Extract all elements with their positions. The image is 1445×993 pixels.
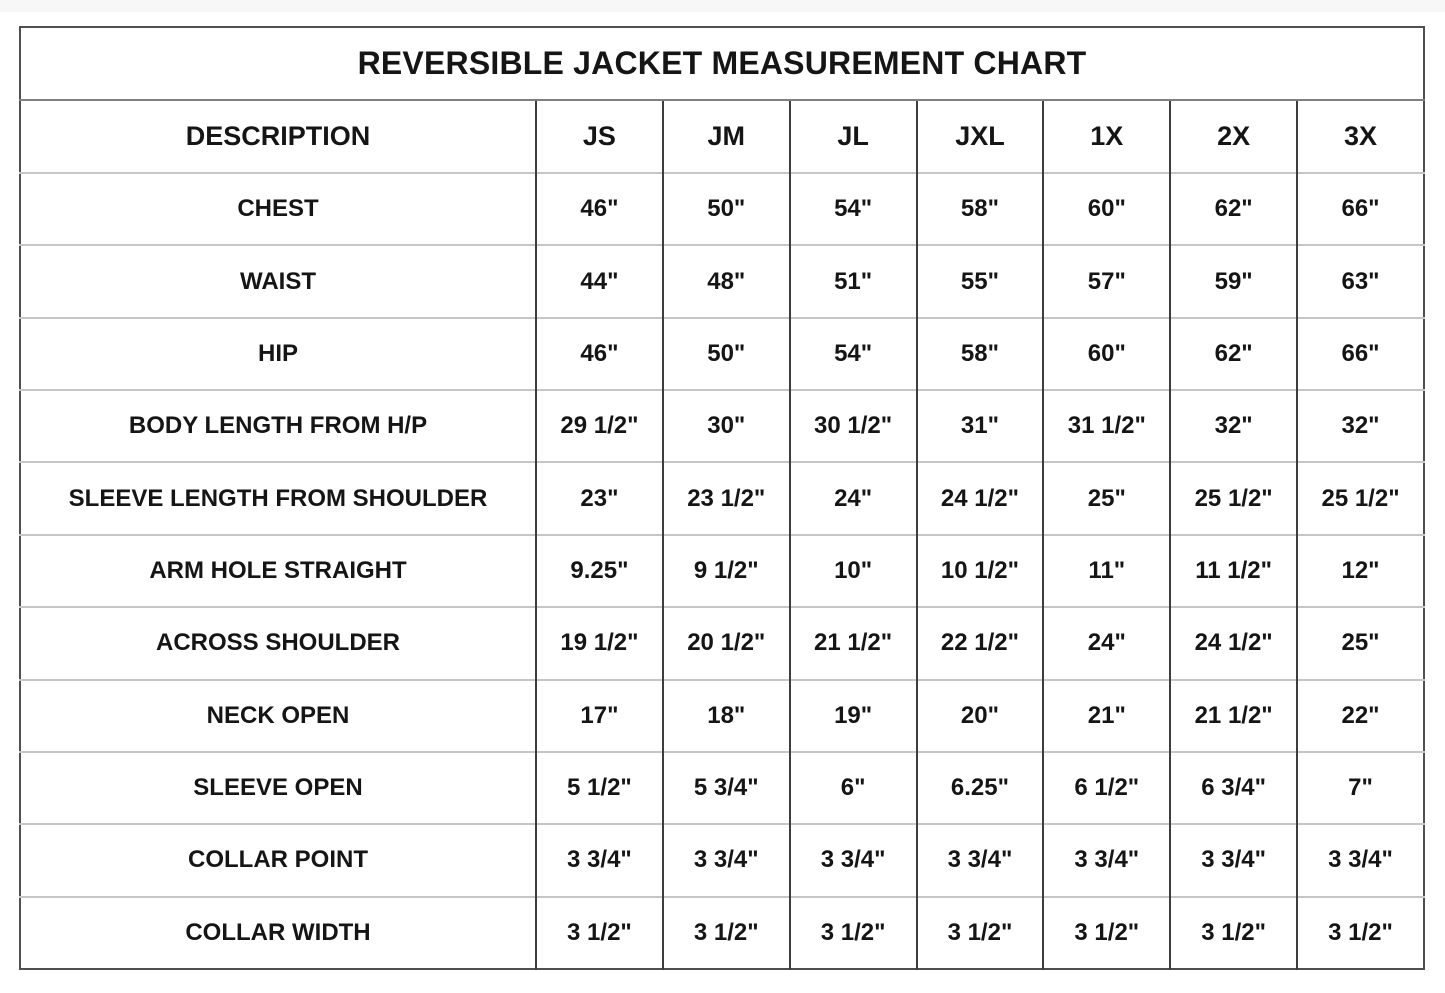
table-row (20, 897, 1424, 969)
value-cell: 23" (536, 462, 663, 534)
value-cell: 58" (917, 318, 1044, 390)
table-row (20, 390, 1424, 462)
value-cell: 6" (790, 752, 917, 824)
title-row (20, 27, 1424, 100)
value-cell: 32" (1170, 390, 1297, 462)
value-cell: 11" (1043, 535, 1170, 607)
value-cell: 25" (1043, 462, 1170, 534)
value-cell: 19 1/2" (536, 607, 663, 679)
value-cell: 11 1/2" (1170, 535, 1297, 607)
value-cell: 62" (1170, 173, 1297, 245)
value-cell: 7" (1297, 752, 1424, 824)
value-cell: 20" (917, 680, 1044, 752)
value-cell: 48" (663, 245, 790, 317)
value-cell: 29 1/2" (536, 390, 663, 462)
column-header-jl: JL (790, 100, 917, 173)
header-row (20, 100, 1424, 173)
value-cell: 24 1/2" (1170, 607, 1297, 679)
table-row (20, 824, 1424, 896)
value-cell: 62" (1170, 318, 1297, 390)
value-cell: 24" (790, 462, 917, 534)
value-cell: 30" (663, 390, 790, 462)
value-cell: 5 1/2" (536, 752, 663, 824)
value-cell: 3 1/2" (1043, 897, 1170, 969)
value-cell: 31" (917, 390, 1044, 462)
value-cell: 6 3/4" (1170, 752, 1297, 824)
value-cell: 25" (1297, 607, 1424, 679)
value-cell: 25 1/2" (1170, 462, 1297, 534)
row-label: ACROSS SHOULDER (20, 607, 536, 679)
value-cell: 3 1/2" (1297, 897, 1424, 969)
value-cell: 9.25" (536, 535, 663, 607)
value-cell: 3 3/4" (790, 824, 917, 896)
value-cell: 66" (1297, 173, 1424, 245)
value-cell: 3 3/4" (1043, 824, 1170, 896)
table-row (20, 535, 1424, 607)
value-cell: 25 1/2" (1297, 462, 1424, 534)
value-cell: 24" (1043, 607, 1170, 679)
row-label: ARM HOLE STRAIGHT (20, 535, 536, 607)
row-label: SLEEVE OPEN (20, 752, 536, 824)
value-cell: 3 1/2" (790, 897, 917, 969)
column-header-2x: 2X (1170, 100, 1297, 173)
table-head (20, 27, 1424, 173)
column-header-description: DESCRIPTION (185, 121, 371, 151)
value-cell: 58" (917, 173, 1044, 245)
value-cell: 21" (1043, 680, 1170, 752)
value-cell: 5 3/4" (663, 752, 790, 824)
value-cell: 3 1/2" (663, 897, 790, 969)
value-cell: 9 1/2" (663, 535, 790, 607)
value-cell: 22" (1297, 680, 1424, 752)
value-cell: 46" (536, 318, 663, 390)
value-cell: 3 1/2" (536, 897, 663, 969)
table-row (20, 680, 1424, 752)
value-cell: 60" (1043, 173, 1170, 245)
value-cell: 55" (917, 245, 1044, 317)
row-label: HIP (20, 318, 536, 390)
value-cell: 6 1/2" (1043, 752, 1170, 824)
value-cell: 19" (790, 680, 917, 752)
table-row (20, 318, 1424, 390)
value-cell: 3 1/2" (917, 897, 1044, 969)
value-cell: 21 1/2" (790, 607, 917, 679)
table-row (20, 607, 1424, 679)
value-cell: 3 3/4" (1297, 824, 1424, 896)
value-cell: 18" (663, 680, 790, 752)
value-cell: 3 1/2" (1170, 897, 1297, 969)
value-cell: 12" (1297, 535, 1424, 607)
row-label: NECK OPEN (20, 680, 536, 752)
value-cell: 50" (663, 318, 790, 390)
value-cell: 59" (1170, 245, 1297, 317)
value-cell: 24 1/2" (917, 462, 1044, 534)
value-cell: 31 1/2" (1043, 390, 1170, 462)
value-cell: 3 3/4" (1170, 824, 1297, 896)
value-cell: 10" (790, 535, 917, 607)
value-cell: 3 3/4" (663, 824, 790, 896)
row-label: SLEEVE LENGTH FROM SHOULDER (20, 462, 536, 534)
value-cell: 32" (1297, 390, 1424, 462)
value-cell: 20 1/2" (663, 607, 790, 679)
row-label: COLLAR WIDTH (20, 897, 536, 969)
value-cell: 57" (1043, 245, 1170, 317)
row-label: CHEST (20, 173, 536, 245)
row-label: COLLAR POINT (20, 824, 536, 896)
value-cell: 60" (1043, 318, 1170, 390)
table-row (20, 173, 1424, 245)
value-cell: 51" (790, 245, 917, 317)
column-header-jm: JM (663, 100, 790, 173)
value-cell: 3 3/4" (917, 824, 1044, 896)
value-cell: 50" (663, 173, 790, 245)
value-cell: 30 1/2" (790, 390, 917, 462)
column-header-1x: 1X (1043, 100, 1170, 173)
value-cell: 6.25" (917, 752, 1044, 824)
column-header-js: JS (536, 100, 663, 173)
chart-title: REVERSIBLE JACKET MEASUREMENT CHART (20, 27, 1424, 100)
column-header-3x: 3X (1297, 100, 1424, 173)
row-label: WAIST (20, 245, 536, 317)
value-cell: 63" (1297, 245, 1424, 317)
page-top-strip (0, 0, 1445, 12)
value-cell: 21 1/2" (1170, 680, 1297, 752)
value-cell: 44" (536, 245, 663, 317)
value-cell: 22 1/2" (917, 607, 1044, 679)
measurement-table (19, 26, 1425, 970)
value-cell: 46" (536, 173, 663, 245)
value-cell: 17" (536, 680, 663, 752)
table-row (20, 462, 1424, 534)
value-cell: 54" (790, 173, 917, 245)
row-label: BODY LENGTH FROM H/P (20, 390, 536, 462)
value-cell: 10 1/2" (917, 535, 1044, 607)
table-row (20, 245, 1424, 317)
column-header-jxl: JXL (917, 100, 1044, 173)
value-cell: 54" (790, 318, 917, 390)
value-cell: 66" (1297, 318, 1424, 390)
value-cell: 3 3/4" (536, 824, 663, 896)
table-row (20, 752, 1424, 824)
value-cell: 23 1/2" (663, 462, 790, 534)
table-body (20, 173, 1424, 969)
